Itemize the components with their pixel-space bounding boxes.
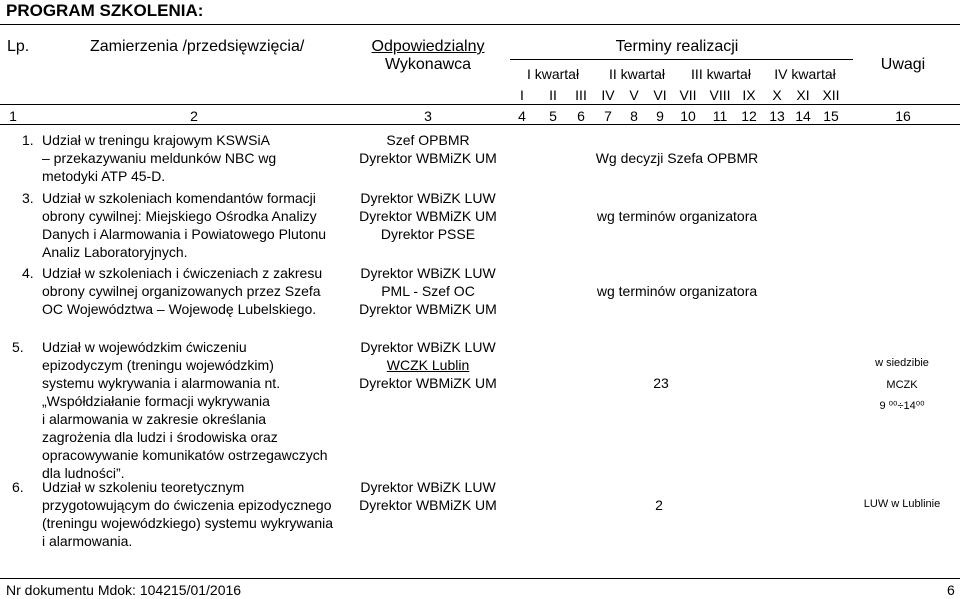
row-responsible: Szef OPBMR [386,132,470,148]
row-task-line: Udział w wojewódzkim ćwiczeniu [42,339,247,355]
column-number: 8 [630,108,638,124]
table-top-border [0,24,960,25]
header-month: XI [796,87,810,103]
row-task-line: zagrożenia dla ludzi i środowiska oraz [42,429,278,445]
column-number: 1 [9,108,17,124]
row-task-line: metodyki ATP 45-D. [42,168,166,184]
row-note: w siedzibie [875,357,929,369]
row-task-line: Analiz Laboratoryjnych. [42,244,188,260]
header-quarter: IV kwartał [774,66,836,82]
header-quarter: II kwartał [608,66,666,82]
row-task-line: Udział w szkoleniach komendantów formacji [42,190,316,206]
row-lp: 5. [12,339,24,355]
row-task-line: opracowywanie komunikatów ostrzegawczych [42,447,328,463]
column-number: 13 [769,108,785,124]
column-number: 2 [190,108,198,124]
column-number: 3 [424,108,432,124]
document-number: Nr dokumentu Mdok: 104215/01/2016 [6,582,242,598]
row-responsible: Dyrektor WBMiZK UM [359,301,497,317]
row-term: 2 [655,497,663,513]
row-responsible: WCZK Lublin [386,357,470,373]
header-month: X [772,87,782,103]
row-note: LUW w Lublinie [863,498,941,510]
row-task-line: systemu wykrywania i alarmowania nt. [42,375,281,391]
row-lp: 1. [22,132,34,148]
row-lp: 4. [22,265,34,281]
column-number: 9 [656,108,664,124]
row-lp: 6. [12,479,24,495]
header-odpowiedzialny: Odpowiedzialny [371,38,485,55]
row-responsible: PML - Szef OC [381,283,475,299]
header-quarter: III kwartał [691,66,751,82]
row-note: MCZK [886,379,918,391]
header-terminy: Terminy realizacji [615,38,739,55]
header-bottom-border [0,124,960,125]
page-title: PROGRAM SZKOLENIA: [6,1,204,20]
page-number: 6 [947,582,955,598]
row-term: wg terminów organizatora [596,283,758,299]
header-month: III [575,87,587,103]
row-task-line: i alarmowania. [42,533,133,549]
row-task-line: – przekazywaniu meldunków NBC wg [42,150,277,166]
row-term: Wg decyzji Szefa OPBMR [595,150,759,166]
header-month: V [629,87,639,103]
footer-border [0,578,960,579]
row-responsible: Dyrektor WBiZK LUW [360,479,496,495]
row-term: wg terminów organizatora [596,208,758,224]
row-responsible: Dyrektor PSSE [380,226,476,242]
row-task-line: Udział w szkoleniu teoretycznym [42,479,245,495]
column-number: 11 [712,108,728,124]
column-number: 10 [680,108,696,124]
row-responsible: Dyrektor WBMiZK UM [359,208,497,224]
header-zamierzenia: Zamierzenia /przedsięwzięcia/ [90,38,305,55]
row-task-line: (treningu wojewódzkiego) systemu wykrywania [42,515,334,531]
column-number: 5 [549,108,557,124]
row-task-line: obrony cywilnej organizowanych przez Szefa [42,283,321,299]
row-task-line: epizodyczym (treningu wojewódzkim) [42,357,274,373]
row-task-line: „Współdziałanie formacji wykrywania [42,393,270,409]
row-note: 9 ⁰⁰÷14⁰⁰ [879,400,925,412]
column-number: 14 [795,108,811,124]
row-task-line: Udział w szkoleniach i ćwiczeniach z zakresu [42,265,323,281]
header-month: VII [679,87,697,103]
header-lp: Lp. [7,38,30,55]
row-lp: 3. [22,190,34,206]
row-responsible: Dyrektor WBMiZK UM [359,150,497,166]
header-quarter-line [510,59,853,60]
column-number: 7 [604,108,612,124]
row-term: 23 [653,375,669,391]
row-task-line: i alarmowania w zakresie określania [42,411,267,427]
row-responsible: Dyrektor WBiZK LUW [360,190,496,206]
row-task-line: dla ludności”. [42,465,125,481]
row-responsible: Dyrektor WBMiZK UM [359,375,497,391]
row-responsible: Dyrektor WBiZK LUW [360,265,496,281]
header-number-row-top [0,104,960,105]
column-number: 4 [518,108,526,124]
row-task-line: przygotowującym do ćwiczenia epizodycznego [42,497,332,513]
column-number: 15 [823,108,839,124]
row-task-line: Udział w treningu krajowym KSWSiA [42,132,270,148]
row-responsible: Dyrektor WBiZK LUW [360,339,496,355]
header-month: I [520,87,524,103]
header-month: VI [653,87,667,103]
column-number: 6 [577,108,585,124]
row-task-line: OC Województwa – Wojewodę Lubelskiego. [42,301,317,317]
header-month: IV [601,87,615,103]
header-wykonawca: Wykonawca [384,56,472,73]
header-uwagi: Uwagi [880,56,926,73]
column-number: 12 [741,108,757,124]
row-task-line: Danych i Alarmowania i Powiatowego Plutonu [42,226,327,242]
header-month: IX [742,87,756,103]
row-responsible: Dyrektor WBMiZK UM [359,497,497,513]
column-number: 16 [895,108,911,124]
header-month: XII [822,87,840,103]
header-quarter: I kwartał [526,66,580,82]
row-task-line: obrony cywilnej: Miejskiego Ośrodka Analizy [42,208,317,224]
header-month: II [549,87,557,103]
header-month: VIII [709,87,731,103]
